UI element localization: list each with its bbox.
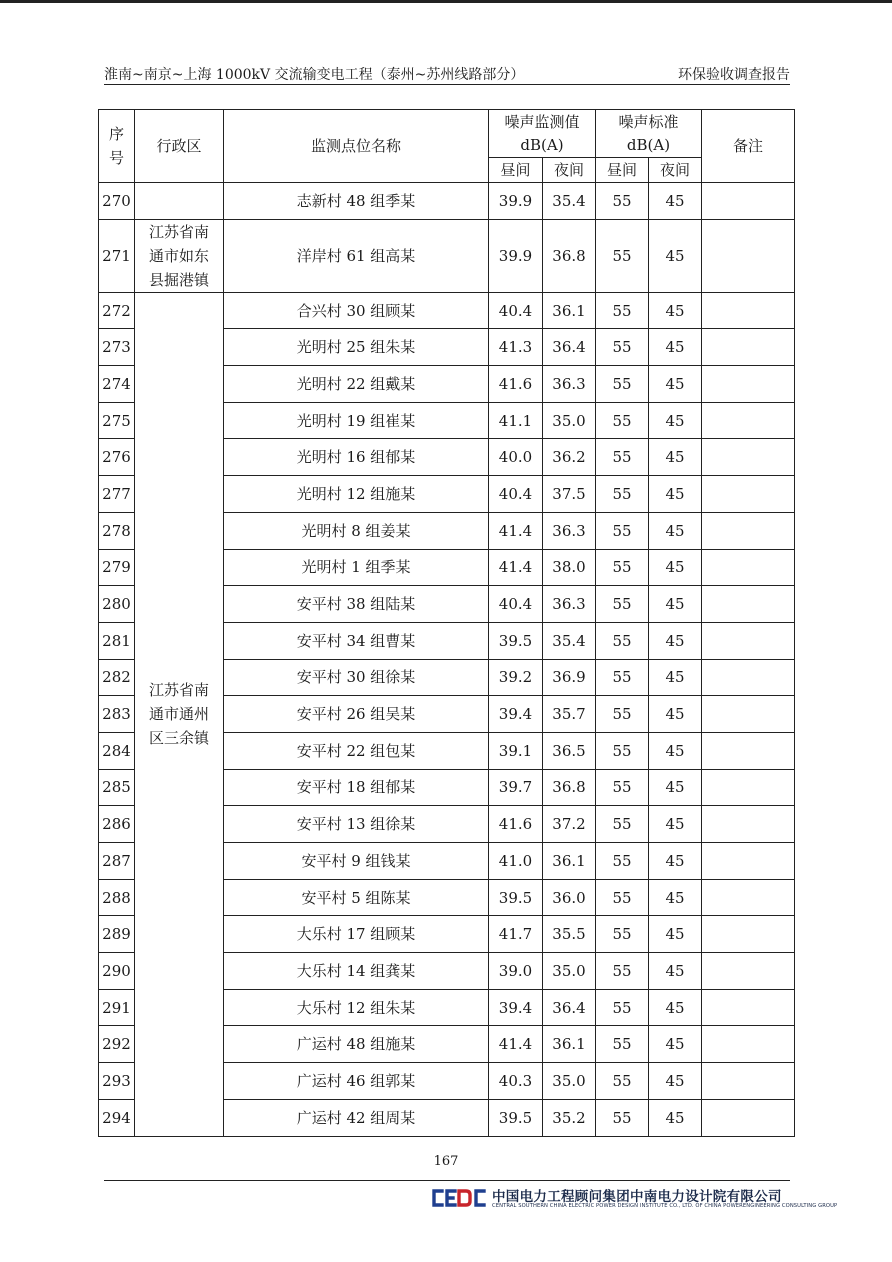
remark	[702, 1099, 795, 1136]
row-number: 289	[99, 916, 135, 953]
measured-day: 39.4	[489, 989, 543, 1026]
standard-day: 55	[596, 732, 649, 769]
remark	[702, 292, 795, 329]
standard-day: 55	[596, 1063, 649, 1100]
site-name: 光明村 25 组朱某	[224, 329, 489, 366]
standard-day: 55	[596, 292, 649, 329]
remark	[702, 329, 795, 366]
measured-day: 39.4	[489, 696, 543, 733]
row-number: 287	[99, 843, 135, 880]
remark	[702, 1063, 795, 1100]
measured-night: 36.1	[543, 843, 596, 880]
site-name: 光明村 12 组施某	[224, 476, 489, 513]
standard-night: 45	[649, 1063, 702, 1100]
site-name: 大乐村 12 组朱某	[224, 989, 489, 1026]
site-name: 广运村 46 组郭某	[224, 1063, 489, 1100]
measured-night: 35.4	[543, 183, 596, 220]
row-number: 291	[99, 989, 135, 1026]
remark	[702, 476, 795, 513]
site-name: 光明村 1 组季某	[224, 549, 489, 586]
standard-night: 45	[649, 879, 702, 916]
measured-night: 36.4	[543, 989, 596, 1026]
header-site: 监测点位名称	[224, 110, 489, 183]
standard-day: 55	[596, 183, 649, 220]
remark	[702, 732, 795, 769]
row-number: 284	[99, 732, 135, 769]
row-number: 278	[99, 512, 135, 549]
standard-night: 45	[649, 219, 702, 292]
remark	[702, 879, 795, 916]
standard-day: 55	[596, 439, 649, 476]
standard-night: 45	[649, 402, 702, 439]
row-number: 272	[99, 292, 135, 329]
header-standard-label: 噪声标准 dB(A)	[618, 112, 679, 154]
standard-day: 55	[596, 366, 649, 403]
remark	[702, 769, 795, 806]
header-measured-day: 昼间	[489, 158, 543, 183]
company-name-cn: 中国电力工程顾问集团中南电力设计院有限公司	[492, 1189, 782, 1205]
row-number: 274	[99, 366, 135, 403]
district-cell	[135, 183, 224, 220]
standard-day: 55	[596, 659, 649, 696]
standard-day: 55	[596, 989, 649, 1026]
measured-night: 36.5	[543, 732, 596, 769]
row-number: 286	[99, 806, 135, 843]
standard-night: 45	[649, 586, 702, 623]
site-name: 光明村 8 组姜某	[224, 512, 489, 549]
site-name: 洋岸村 61 组高某	[224, 219, 489, 292]
standard-day: 55	[596, 586, 649, 623]
header-report-type: 环保验收调查报告	[678, 67, 790, 83]
measured-night: 37.2	[543, 806, 596, 843]
site-name: 广运村 42 组周某	[224, 1099, 489, 1136]
measured-night: 36.3	[543, 512, 596, 549]
measured-day: 41.3	[489, 329, 543, 366]
logo-letter-e	[447, 1191, 455, 1205]
header-standard-night: 夜间	[649, 158, 702, 183]
standard-night: 45	[649, 183, 702, 220]
standard-night: 45	[649, 659, 702, 696]
measured-day: 41.1	[489, 402, 543, 439]
measured-day: 40.4	[489, 586, 543, 623]
row-number: 280	[99, 586, 135, 623]
standard-night: 45	[649, 843, 702, 880]
standard-day: 55	[596, 219, 649, 292]
row-number: 273	[99, 329, 135, 366]
table-row	[99, 292, 795, 329]
measured-day: 39.7	[489, 769, 543, 806]
row-number: 276	[99, 439, 135, 476]
district-cell	[135, 292, 224, 1136]
site-name: 志新村 48 组季某	[224, 183, 489, 220]
header-district: 行政区	[135, 110, 224, 183]
remark	[702, 989, 795, 1026]
measured-night: 35.2	[543, 1099, 596, 1136]
measured-night: 36.0	[543, 879, 596, 916]
site-name: 安平村 18 组郁某	[224, 769, 489, 806]
measured-night: 36.8	[543, 769, 596, 806]
measured-day: 40.4	[489, 292, 543, 329]
table-row	[99, 183, 795, 220]
standard-day: 55	[596, 402, 649, 439]
page-top-rule	[0, 0, 892, 3]
standard-night: 45	[649, 476, 702, 513]
standard-night: 45	[649, 366, 702, 403]
header-seq	[99, 110, 135, 183]
measured-night: 36.4	[543, 329, 596, 366]
standard-night: 45	[649, 769, 702, 806]
measured-day: 41.4	[489, 1026, 543, 1063]
standard-day: 55	[596, 806, 649, 843]
standard-night: 45	[649, 696, 702, 733]
remark	[702, 659, 795, 696]
measured-night: 36.1	[543, 292, 596, 329]
measured-night: 38.0	[543, 549, 596, 586]
measured-night: 36.8	[543, 219, 596, 292]
measured-night: 36.3	[543, 586, 596, 623]
standard-night: 45	[649, 292, 702, 329]
standard-night: 45	[649, 439, 702, 476]
remark	[702, 953, 795, 990]
district-name: 江苏省南 通市如东 县掘港镇	[148, 222, 209, 289]
measured-day: 39.0	[489, 953, 543, 990]
row-number: 294	[99, 1099, 135, 1136]
header-measured-label: 噪声监测值 dB(A)	[504, 112, 580, 154]
header-measured	[489, 110, 596, 158]
row-number: 288	[99, 879, 135, 916]
district-name: 江苏省南 通市通州 区三余镇	[148, 681, 209, 748]
site-name: 安平村 38 组陆某	[224, 586, 489, 623]
measured-night: 35.7	[543, 696, 596, 733]
standard-day: 55	[596, 916, 649, 953]
standard-day: 55	[596, 843, 649, 880]
header-measured-night: 夜间	[543, 158, 596, 183]
standard-night: 45	[649, 1099, 702, 1136]
header-project-title: 淮南~南京~上海 1000kV 交流输变电工程（泰州~苏州线路部分）	[104, 67, 525, 83]
remark	[702, 366, 795, 403]
remark	[702, 696, 795, 733]
table-body	[99, 183, 795, 1137]
remark	[702, 1026, 795, 1063]
noise-monitoring-table	[98, 109, 795, 1137]
standard-day: 55	[596, 1026, 649, 1063]
site-name: 安平村 26 组吴某	[224, 696, 489, 733]
standard-day: 55	[596, 512, 649, 549]
company-logo	[430, 1187, 488, 1209]
standard-day: 55	[596, 769, 649, 806]
row-number: 282	[99, 659, 135, 696]
row-number: 283	[99, 696, 135, 733]
logo-letter-d	[459, 1191, 470, 1205]
standard-night: 45	[649, 512, 702, 549]
measured-day: 41.6	[489, 366, 543, 403]
standard-day: 55	[596, 696, 649, 733]
standard-day: 55	[596, 1099, 649, 1136]
row-number: 293	[99, 1063, 135, 1100]
site-name: 大乐村 17 组顾某	[224, 916, 489, 953]
measured-day: 41.6	[489, 806, 543, 843]
standard-night: 45	[649, 732, 702, 769]
remark	[702, 512, 795, 549]
measured-day: 40.3	[489, 1063, 543, 1100]
standard-day: 55	[596, 622, 649, 659]
company-name-en: CENTRAL SOUTHERN CHINA ELECTRIC POWER DESIGN INSTITUTE CO., LTD. OF CHINA POWERENGINEERING CONSULTING GROUP	[492, 1203, 838, 1209]
row-number: 279	[99, 549, 135, 586]
remark	[702, 806, 795, 843]
measured-night: 35.5	[543, 916, 596, 953]
site-name: 安平村 34 组曹某	[224, 622, 489, 659]
site-name: 安平村 9 组钱某	[224, 843, 489, 880]
standard-night: 45	[649, 1026, 702, 1063]
measured-night: 36.9	[543, 659, 596, 696]
standard-day: 55	[596, 549, 649, 586]
standard-night: 45	[649, 549, 702, 586]
header-standard-day: 昼间	[596, 158, 649, 183]
standard-day: 55	[596, 953, 649, 990]
measured-day: 39.9	[489, 183, 543, 220]
site-name: 光明村 22 组戴某	[224, 366, 489, 403]
standard-night: 45	[649, 806, 702, 843]
measured-night: 36.1	[543, 1026, 596, 1063]
row-number: 270	[99, 183, 135, 220]
measured-night: 37.5	[543, 476, 596, 513]
measured-night: 35.0	[543, 953, 596, 990]
measured-day: 41.7	[489, 916, 543, 953]
site-name: 光明村 16 组郁某	[224, 439, 489, 476]
standard-night: 45	[649, 989, 702, 1026]
measured-night: 35.0	[543, 1063, 596, 1100]
site-name: 安平村 13 组徐某	[224, 806, 489, 843]
measured-day: 41.0	[489, 843, 543, 880]
site-name: 合兴村 30 组顾某	[224, 292, 489, 329]
measured-day: 41.4	[489, 549, 543, 586]
measured-day: 39.1	[489, 732, 543, 769]
logo-letter-c2	[476, 1191, 484, 1205]
header-remark: 备注	[702, 110, 795, 183]
remark	[702, 843, 795, 880]
site-name: 光明村 19 组崔某	[224, 402, 489, 439]
remark	[702, 586, 795, 623]
standard-day: 55	[596, 879, 649, 916]
remark	[702, 219, 795, 292]
measured-night: 36.2	[543, 439, 596, 476]
row-number: 285	[99, 769, 135, 806]
logo-letter-c1	[434, 1191, 442, 1205]
district-cell	[135, 219, 224, 292]
remark	[702, 549, 795, 586]
footer-rule	[104, 1180, 790, 1181]
measured-night: 36.3	[543, 366, 596, 403]
measured-day: 40.4	[489, 476, 543, 513]
measured-day: 39.5	[489, 622, 543, 659]
measured-day: 41.4	[489, 512, 543, 549]
measured-day: 39.9	[489, 219, 543, 292]
header-standard	[596, 110, 702, 158]
standard-day: 55	[596, 476, 649, 513]
standard-day: 55	[596, 329, 649, 366]
standard-night: 45	[649, 916, 702, 953]
row-number: 275	[99, 402, 135, 439]
site-name: 安平村 30 组徐某	[224, 659, 489, 696]
measured-night: 35.4	[543, 622, 596, 659]
row-number: 290	[99, 953, 135, 990]
site-name: 安平村 22 组包某	[224, 732, 489, 769]
page-header	[104, 62, 790, 84]
measured-day: 39.5	[489, 879, 543, 916]
site-name: 广运村 48 组施某	[224, 1026, 489, 1063]
measured-day: 39.5	[489, 1099, 543, 1136]
measured-night: 35.0	[543, 402, 596, 439]
site-name: 安平村 5 组陈某	[224, 879, 489, 916]
table-row	[99, 219, 795, 292]
remark	[702, 622, 795, 659]
standard-night: 45	[649, 953, 702, 990]
remark	[702, 183, 795, 220]
measured-day: 39.2	[489, 659, 543, 696]
site-name: 大乐村 14 组龚某	[224, 953, 489, 990]
row-number: 271	[99, 219, 135, 292]
remark	[702, 439, 795, 476]
standard-night: 45	[649, 329, 702, 366]
page-number: 167	[433, 1154, 459, 1169]
measured-day: 40.0	[489, 439, 543, 476]
header-rule	[104, 84, 790, 85]
header-seq-label: 序 号	[108, 125, 124, 167]
remark	[702, 402, 795, 439]
row-number: 281	[99, 622, 135, 659]
row-number: 277	[99, 476, 135, 513]
row-number: 292	[99, 1026, 135, 1063]
standard-night: 45	[649, 622, 702, 659]
remark	[702, 916, 795, 953]
